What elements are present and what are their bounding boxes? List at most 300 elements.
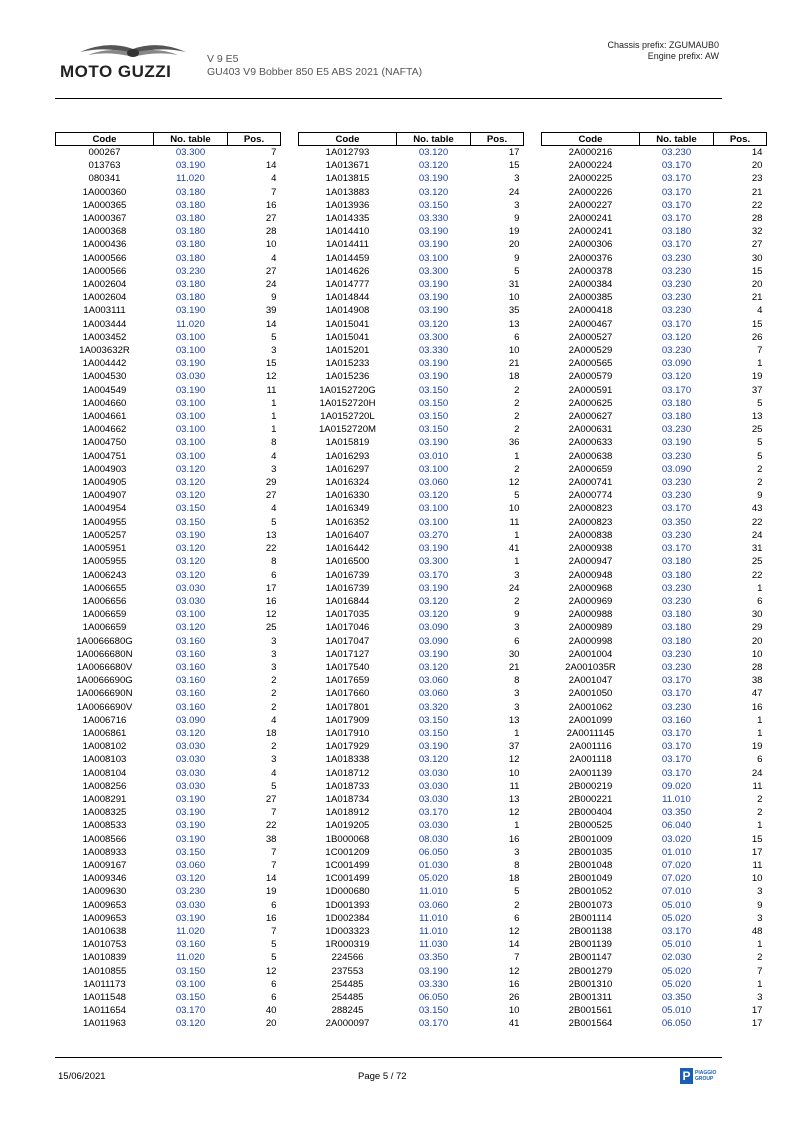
table-row (56, 542, 281, 555)
position: 2 (757, 463, 763, 475)
table-row (56, 238, 281, 251)
table-row (542, 965, 767, 978)
position: 12 (265, 371, 277, 383)
part-code: 1A004530 (82, 371, 127, 383)
table-row (542, 753, 767, 766)
position: 26 (508, 992, 520, 1003)
position: 21 (751, 186, 763, 198)
table-number: 05.020 (418, 873, 449, 885)
part-code: 1A010753 (82, 939, 127, 951)
position: 5 (271, 780, 277, 792)
table-row (56, 569, 281, 582)
position: 10 (508, 767, 520, 779)
table-row (542, 542, 767, 555)
part-code: 1A004661 (82, 411, 127, 423)
table-row (56, 555, 281, 568)
piaggio-group-logo (680, 1068, 724, 1086)
part-code: 1A014410 (325, 226, 370, 238)
position: 12 (265, 609, 277, 621)
position: 39 (265, 305, 277, 317)
table-row (56, 819, 281, 832)
part-code: 2B001147 (568, 952, 613, 964)
part-code: 2A001035R (565, 661, 616, 673)
table-number: 03.060 (418, 675, 449, 687)
position: 3 (514, 569, 520, 581)
table-number: 03.300 (175, 147, 206, 158)
table-number: 03.170 (661, 199, 692, 211)
part-code: 2A000241 (568, 213, 613, 225)
table-row (56, 476, 281, 489)
table-row (542, 476, 767, 489)
part-code: 1A006243 (82, 569, 127, 581)
table-row (299, 397, 524, 410)
position: 15 (265, 358, 277, 370)
part-code: 2A000823 (568, 503, 613, 515)
part-code: 1A017659 (325, 675, 370, 687)
table-row (542, 951, 767, 964)
part-code: 1A018734 (325, 793, 370, 805)
part-code: 2A000774 (568, 490, 613, 502)
table-row (299, 489, 524, 502)
table-number: 03.170 (418, 1018, 449, 1030)
position: 3 (514, 688, 520, 700)
table-number: 03.190 (175, 912, 206, 924)
position: 1 (514, 529, 520, 541)
part-code: 2A000989 (568, 622, 613, 634)
table-number: 03.120 (661, 371, 692, 383)
column-header-code: Code (299, 133, 397, 146)
table-row (542, 265, 767, 278)
table-number: 03.230 (661, 477, 692, 489)
table-number: 03.230 (661, 490, 692, 502)
position: 6 (271, 569, 277, 581)
position: 24 (751, 767, 763, 779)
column-header-code: Code (56, 133, 154, 146)
table-number: 03.230 (661, 265, 692, 277)
part-code: 1A0152720H (319, 397, 376, 409)
table-row (299, 872, 524, 885)
part-code: 1A011548 (82, 992, 127, 1003)
table-row (56, 687, 281, 700)
table-row (299, 476, 524, 489)
table-number: 11.020 (176, 925, 205, 937)
table-number: 03.180 (661, 226, 692, 238)
table-row (56, 912, 281, 925)
position: 8 (271, 556, 277, 568)
position: 22 (751, 516, 763, 528)
part-code: 1A017035 (325, 609, 370, 621)
position: 24 (751, 529, 763, 541)
position: 1 (514, 450, 520, 462)
table-number: 03.230 (661, 529, 692, 541)
table-row (56, 423, 281, 436)
table-row (299, 608, 524, 621)
table-row (542, 872, 767, 885)
table-row (542, 727, 767, 740)
table-row (542, 674, 767, 687)
table-number: 03.160 (175, 661, 206, 673)
table-row (542, 146, 767, 160)
model-name: GU403 V9 Bobber 850 E5 ABS 2021 (NAFTA) (207, 66, 423, 78)
position: 13 (751, 411, 763, 423)
table-row (56, 780, 281, 793)
position: 22 (265, 820, 277, 832)
position: 3 (271, 754, 277, 766)
table-number: 03.030 (175, 754, 206, 766)
table-number: 03.160 (175, 688, 206, 700)
table-row (299, 542, 524, 555)
part-code: 1A014459 (325, 252, 370, 264)
position: 2 (514, 463, 520, 475)
position: 5 (757, 437, 763, 449)
part-code: 2A001062 (568, 701, 613, 713)
table-number: 03.170 (661, 384, 692, 396)
part-code: 1A0066690N (76, 688, 133, 700)
table-number: 03.100 (418, 463, 449, 475)
table-number: 03.230 (661, 252, 692, 264)
table-number: 03.120 (175, 622, 206, 634)
position: 3 (757, 912, 763, 924)
part-code: 2B001311 (568, 992, 613, 1003)
part-code: 1A004905 (82, 477, 127, 489)
table-row (299, 1017, 524, 1030)
table-row (542, 159, 767, 172)
table-row (542, 225, 767, 238)
table-row (299, 304, 524, 317)
table-row (56, 859, 281, 872)
page-header (0, 0, 793, 100)
table-row (299, 767, 524, 780)
part-code: 2A000627 (568, 411, 613, 423)
part-code: 1A009630 (82, 886, 127, 898)
part-code: 1A008291 (82, 793, 127, 805)
table-number: 03.190 (418, 358, 449, 370)
position: 20 (751, 279, 763, 291)
position: 2 (271, 701, 277, 713)
part-code: 1A017047 (325, 635, 370, 647)
position: 14 (265, 318, 277, 330)
table-row (542, 938, 767, 951)
part-code: 1A000367 (82, 213, 127, 225)
part-code: 2A000633 (568, 437, 613, 449)
table-number: 03.150 (418, 397, 449, 409)
group-logo-text: GROUP (695, 1076, 714, 1082)
table-number: 03.170 (661, 503, 692, 515)
position: 1 (757, 978, 763, 990)
part-code: 2A000227 (568, 199, 613, 211)
table-row (56, 357, 281, 370)
print-date: 15/06/2021 (58, 1071, 106, 1082)
part-code: 1A016293 (325, 450, 370, 462)
position: 31 (751, 543, 763, 555)
part-code: 1A017046 (325, 622, 370, 634)
table-row (542, 502, 767, 515)
table-number: 03.190 (175, 793, 206, 805)
table-number: 03.190 (418, 239, 449, 251)
position: 6 (514, 912, 520, 924)
position: 5 (271, 939, 277, 951)
part-code: 1A016844 (325, 595, 370, 607)
table-number: 03.120 (175, 873, 206, 885)
table-number: 03.190 (175, 807, 206, 819)
part-code: 254485 (331, 978, 364, 990)
part-code: 1A016407 (325, 529, 370, 541)
table-row (542, 291, 767, 304)
position: 2 (514, 397, 520, 409)
position: 7 (271, 186, 277, 198)
part-code: 2A0011145 (566, 727, 615, 739)
table-row (56, 727, 281, 740)
table-number: 03.120 (175, 727, 206, 739)
part-code: 2A001116 (569, 741, 612, 753)
position: 8 (514, 675, 520, 687)
table-row (542, 238, 767, 251)
position: 2 (757, 477, 763, 489)
position: 12 (265, 965, 277, 977)
table-number: 03.330 (418, 345, 449, 357)
table-number: 03.190 (418, 582, 449, 594)
table-number: 11.010 (419, 925, 448, 937)
table-number: 03.180 (175, 239, 206, 251)
table-row (299, 925, 524, 938)
part-code: 1A016349 (325, 503, 370, 515)
table-number: 03.190 (175, 820, 206, 832)
table-number: 03.120 (175, 463, 206, 475)
part-code: 2B001138 (568, 925, 613, 937)
table-row (56, 159, 281, 172)
position: 15 (751, 833, 763, 845)
table-number: 05.010 (661, 899, 692, 911)
table-number: 03.030 (418, 767, 449, 779)
part-code: 1A004903 (82, 463, 127, 475)
table-number: 03.090 (418, 635, 449, 647)
table-row (56, 951, 281, 964)
part-code: 1A0066680N (76, 648, 133, 660)
position: 38 (265, 833, 277, 845)
position: 2 (514, 411, 520, 423)
table-row (56, 674, 281, 687)
table-row (542, 1004, 767, 1017)
table-row (542, 212, 767, 225)
position: 10 (508, 503, 520, 515)
part-code: 1A013936 (325, 199, 370, 211)
table-row (56, 489, 281, 502)
table-number: 11.010 (419, 912, 448, 924)
position: 2 (514, 384, 520, 396)
position: 12 (508, 477, 520, 489)
part-code: 2B001139 (568, 939, 613, 951)
part-code: 1A006659 (82, 609, 127, 621)
table-number: 03.030 (175, 899, 206, 911)
position: 3 (271, 635, 277, 647)
table-row (56, 621, 281, 634)
table-row (542, 555, 767, 568)
table-row (299, 555, 524, 568)
table-number: 03.120 (175, 569, 206, 581)
table-number: 03.100 (175, 450, 206, 462)
table-row (542, 489, 767, 502)
part-code: 2A000659 (568, 463, 613, 475)
table-row (299, 172, 524, 185)
position: 18 (508, 371, 520, 383)
part-code: 1A004907 (82, 490, 127, 502)
table-number: 03.180 (661, 569, 692, 581)
table-number: 03.170 (661, 239, 692, 251)
table-number: 03.190 (175, 833, 206, 845)
position: 22 (265, 543, 277, 555)
table-number: 03.120 (418, 318, 449, 330)
part-code: 2B001049 (568, 873, 613, 885)
part-code: 1A013883 (325, 186, 370, 198)
table-number: 03.090 (418, 622, 449, 634)
part-code: 1A000566 (82, 265, 127, 277)
moto-guzzi-logo (60, 40, 200, 86)
table-number: 03.030 (418, 780, 449, 792)
position: 1 (514, 727, 520, 739)
table-number: 05.020 (661, 912, 692, 924)
table-number: 03.030 (175, 780, 206, 792)
brand-name: MOTO GUZZI (60, 62, 172, 81)
column-header-code: Code (542, 133, 640, 146)
table-row (299, 146, 524, 160)
position: 18 (508, 873, 520, 885)
position: 3 (271, 463, 277, 475)
position: 3 (514, 622, 520, 634)
table-row (299, 674, 524, 687)
table-row (299, 753, 524, 766)
position: 5 (271, 952, 277, 964)
part-code: 2A000216 (568, 147, 613, 158)
table-row (299, 595, 524, 608)
part-code: 2A000385 (568, 292, 613, 304)
part-code: 1A009346 (82, 873, 127, 885)
position: 10 (751, 648, 763, 660)
position: 1 (757, 714, 763, 726)
part-code: 1A002604 (82, 292, 127, 304)
position: 5 (271, 516, 277, 528)
table-number: 03.100 (418, 252, 449, 264)
position: 5 (757, 397, 763, 409)
part-code: 2A000378 (568, 265, 613, 277)
position: 20 (265, 1018, 277, 1030)
table-number: 07.020 (661, 873, 692, 885)
position: 17 (751, 1005, 763, 1017)
part-code: 2A001047 (568, 675, 613, 687)
table-number: 03.060 (418, 477, 449, 489)
position: 2 (514, 424, 520, 436)
table-number: 03.160 (175, 701, 206, 713)
table-number: 03.170 (661, 675, 692, 687)
part-code: 1A017540 (325, 661, 370, 673)
table-number: 03.330 (418, 978, 449, 990)
position: 3 (271, 648, 277, 660)
position: 6 (757, 595, 763, 607)
table-row (56, 318, 281, 331)
part-code: 2A000225 (568, 173, 613, 185)
table-row (56, 648, 281, 661)
part-code: 1A000365 (82, 199, 127, 211)
part-code: 2A000527 (568, 331, 613, 343)
position: 30 (751, 609, 763, 621)
table-row (56, 502, 281, 515)
part-code: 1A015201 (325, 345, 370, 357)
part-code: 2B000221 (568, 793, 613, 805)
part-code: 2A000591 (568, 384, 613, 396)
part-code: 1A016739 (325, 582, 370, 594)
table-row (299, 727, 524, 740)
table-row (542, 701, 767, 714)
table-row (542, 793, 767, 806)
table-row (56, 516, 281, 529)
table-number: 03.120 (175, 543, 206, 555)
table-row (56, 344, 281, 357)
table-number: 11.010 (419, 886, 448, 898)
table-number: 03.150 (175, 965, 206, 977)
table-row (56, 331, 281, 344)
table-row (56, 186, 281, 199)
table-number: 03.350 (661, 807, 692, 819)
table-row (542, 714, 767, 727)
part-code: 1A004954 (82, 503, 127, 515)
table-row (542, 912, 767, 925)
part-code: 1A000436 (82, 239, 127, 251)
table-number: 03.180 (661, 556, 692, 568)
position: 17 (751, 846, 763, 858)
table-number: 03.030 (418, 793, 449, 805)
part-code: 1A011963 (82, 1018, 127, 1030)
table-row (299, 463, 524, 476)
position: 6 (757, 754, 763, 766)
position: 9 (514, 609, 520, 621)
table-row (56, 450, 281, 463)
position: 36 (508, 437, 520, 449)
table-number: 03.090 (175, 714, 206, 726)
part-code: 237553 (331, 965, 364, 977)
part-code: 013763 (88, 160, 121, 172)
table-row (542, 819, 767, 832)
table-row (542, 463, 767, 476)
part-code: 1A008325 (82, 807, 127, 819)
table-row (299, 410, 524, 423)
position: 15 (508, 160, 520, 172)
position: 7 (757, 345, 763, 357)
part-code: 1A015041 (325, 331, 370, 343)
table-number: 03.180 (661, 411, 692, 423)
part-code: 1D001393 (325, 899, 370, 911)
table-row (299, 701, 524, 714)
table-row (56, 991, 281, 1004)
table-row (56, 172, 281, 185)
position: 7 (271, 807, 277, 819)
part-code: 2A000376 (568, 252, 613, 264)
position: 27 (265, 490, 277, 502)
part-code: 288245 (331, 1005, 364, 1017)
table-number: 03.030 (175, 371, 206, 383)
table-number: 03.160 (661, 714, 692, 726)
part-code: 1A008104 (82, 767, 127, 779)
table-row (299, 318, 524, 331)
part-code: 2A000969 (568, 595, 613, 607)
position: 27 (265, 793, 277, 805)
position: 3 (757, 886, 763, 898)
table-number: 03.100 (175, 397, 206, 409)
part-code: 1A009653 (82, 912, 127, 924)
part-code: 2A001050 (568, 688, 613, 700)
part-code: 224566 (331, 952, 364, 964)
part-code: 2B001048 (568, 859, 613, 871)
table-row (56, 925, 281, 938)
position: 2 (271, 688, 277, 700)
